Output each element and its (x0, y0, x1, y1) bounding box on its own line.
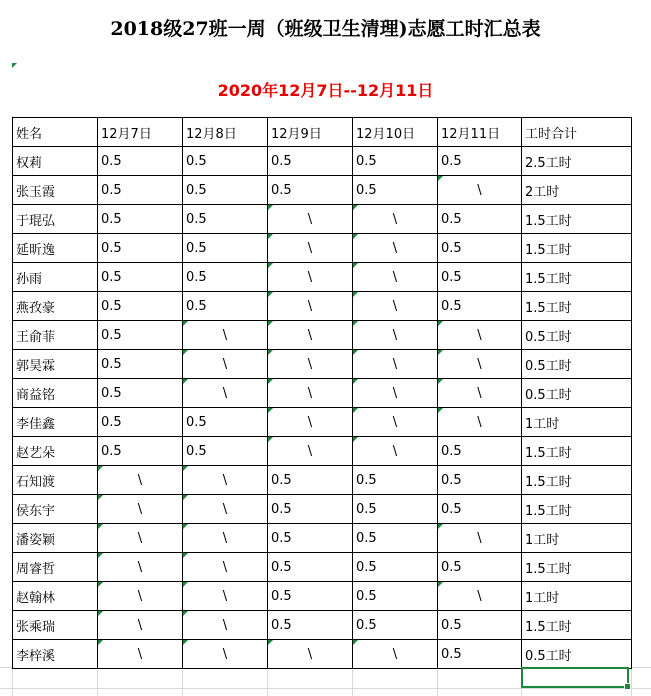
day-hours-cell[interactable]: \ (353, 379, 438, 408)
student-name-cell[interactable]: 郭昊霖 (13, 350, 98, 379)
day-hours-cell[interactable]: 0.5 (438, 263, 522, 292)
day-hours-cell[interactable]: \ (183, 350, 268, 379)
table-row (13, 466, 632, 495)
day-hours-cell[interactable]: \ (98, 466, 183, 495)
day-hours-cell[interactable]: \ (268, 437, 353, 466)
day-hours-cell[interactable]: 0.5 (353, 553, 438, 582)
day-hours-cell[interactable]: 0.5 (353, 466, 438, 495)
day-hours-cell[interactable]: 0.5 (183, 176, 268, 205)
day-hours-cell[interactable]: 0.5 (98, 437, 183, 466)
date-range-title: 2020年12月7日--12月11日 (217, 81, 434, 100)
day-hours-cell[interactable]: \ (98, 640, 183, 669)
student-name-cell[interactable]: 石知渡 (13, 466, 98, 495)
sheet-title: 2018级27班一周（班级卫生清理)志愿工时汇总表 (0, 14, 651, 41)
day-hours-cell[interactable]: 0.5 (268, 495, 353, 524)
table-row (13, 176, 632, 205)
day-hours-cell[interactable]: \ (353, 321, 438, 350)
student-name-cell[interactable]: 孙雨 (13, 263, 98, 292)
day-hours-cell[interactable]: 0.5 (438, 437, 522, 466)
day-hours-cell[interactable]: \ (438, 350, 522, 379)
day-hours-cell[interactable]: \ (98, 524, 183, 553)
student-name-cell[interactable]: 商益铭 (13, 379, 98, 408)
day-hours-cell[interactable]: \ (268, 379, 353, 408)
day-hours-cell[interactable]: 0.5 (268, 524, 353, 553)
total-hours-cell[interactable]: 1.5工时 (522, 495, 632, 524)
day-hours-cell[interactable]: 0.5 (353, 582, 438, 611)
column-header[interactable]: 12月9日 (268, 118, 353, 147)
day-hours-cell[interactable]: \ (438, 408, 522, 437)
day-hours-cell[interactable]: 0.5 (353, 611, 438, 640)
student-name-cell[interactable]: 于琨弘 (13, 205, 98, 234)
student-name-cell[interactable]: 王俞菲 (13, 321, 98, 350)
total-hours-cell[interactable]: 1工时 (522, 524, 632, 553)
day-hours-cell[interactable]: 0.5 (98, 292, 183, 321)
day-hours-cell[interactable]: \ (98, 611, 183, 640)
total-hours-cell[interactable]: 0.5工时 (522, 379, 632, 408)
day-hours-cell[interactable]: \ (353, 292, 438, 321)
student-name-cell[interactable]: 李梓溪 (13, 640, 98, 669)
column-header[interactable]: 12月10日 (353, 118, 438, 147)
day-hours-cell[interactable]: \ (353, 408, 438, 437)
day-hours-cell[interactable]: \ (353, 205, 438, 234)
day-hours-cell[interactable]: 0.5 (438, 640, 522, 669)
table-row (13, 495, 632, 524)
day-hours-cell[interactable]: \ (98, 495, 183, 524)
day-hours-cell[interactable]: 0.5 (98, 147, 183, 176)
day-hours-cell[interactable]: 0.5 (438, 553, 522, 582)
total-hours-cell[interactable]: 1.5工时 (522, 263, 632, 292)
day-hours-cell[interactable]: \ (268, 321, 353, 350)
table-row (13, 611, 632, 640)
total-hours-cell[interactable]: 1工时 (522, 582, 632, 611)
day-hours-cell[interactable]: \ (438, 321, 522, 350)
day-hours-cell[interactable]: \ (353, 263, 438, 292)
table-row (13, 408, 632, 437)
day-hours-cell[interactable]: \ (183, 379, 268, 408)
day-hours-cell[interactable]: \ (268, 205, 353, 234)
total-hours-cell[interactable]: 1工时 (522, 408, 632, 437)
day-hours-cell[interactable]: \ (183, 466, 268, 495)
day-hours-cell[interactable]: 0.5 (183, 205, 268, 234)
day-hours-cell[interactable]: 0.5 (438, 611, 522, 640)
column-header[interactable]: 12月8日 (183, 118, 268, 147)
day-hours-cell[interactable]: \ (438, 379, 522, 408)
column-header[interactable]: 12月11日 (438, 118, 522, 147)
student-name-cell[interactable]: 周睿哲 (13, 553, 98, 582)
day-hours-cell[interactable]: \ (183, 321, 268, 350)
table-row (13, 350, 632, 379)
day-hours-cell[interactable]: \ (183, 640, 268, 669)
student-name-cell[interactable]: 延昕逸 (13, 234, 98, 263)
total-hours-cell[interactable]: 1.5工时 (522, 611, 632, 640)
selected-cell[interactable] (521, 667, 629, 688)
total-hours-cell[interactable]: 0.5工时 (522, 350, 632, 379)
day-hours-cell[interactable]: 0.5 (353, 147, 438, 176)
table-row (13, 582, 632, 611)
day-hours-cell[interactable]: 0.5 (268, 176, 353, 205)
student-name-cell[interactable]: 张乘瑞 (13, 611, 98, 640)
day-hours-cell[interactable]: \ (268, 263, 353, 292)
day-hours-cell[interactable]: \ (438, 582, 522, 611)
day-hours-cell[interactable]: 0.5 (268, 553, 353, 582)
hours-table (12, 117, 632, 669)
day-hours-cell[interactable]: 0.5 (438, 495, 522, 524)
day-hours-cell[interactable]: \ (268, 350, 353, 379)
day-hours-cell[interactable]: \ (98, 582, 183, 611)
total-hours-cell[interactable]: 0.5工时 (522, 640, 632, 669)
table-row (13, 553, 632, 582)
day-hours-cell[interactable]: \ (353, 350, 438, 379)
table-row (13, 292, 632, 321)
day-hours-cell[interactable]: \ (353, 437, 438, 466)
day-hours-cell[interactable]: \ (183, 611, 268, 640)
day-hours-cell[interactable]: 0.5 (183, 408, 268, 437)
day-hours-cell[interactable]: 0.5 (268, 582, 353, 611)
day-hours-cell[interactable]: 0.5 (183, 292, 268, 321)
table-row (13, 147, 632, 176)
day-hours-cell[interactable]: 0.5 (438, 205, 522, 234)
total-hours-cell[interactable]: 1.5工时 (522, 553, 632, 582)
day-hours-cell[interactable]: 0.5 (438, 292, 522, 321)
day-hours-cell[interactable]: \ (438, 176, 522, 205)
day-hours-cell[interactable]: \ (268, 640, 353, 669)
day-hours-cell[interactable]: 0.5 (438, 234, 522, 263)
day-hours-cell[interactable]: 0.5 (353, 176, 438, 205)
total-hours-cell[interactable]: 2.5工时 (522, 147, 632, 176)
day-hours-cell[interactable]: 0.5 (98, 350, 183, 379)
fill-handle[interactable] (624, 683, 631, 690)
day-hours-cell[interactable]: 0.5 (438, 466, 522, 495)
column-header[interactable]: 工时合计 (522, 118, 632, 147)
total-hours-cell[interactable]: 1.5工时 (522, 234, 632, 263)
day-hours-cell[interactable]: 0.5 (98, 379, 183, 408)
student-name-cell[interactable]: 燕孜豪 (13, 292, 98, 321)
total-hours-cell[interactable]: 1.5工时 (522, 437, 632, 466)
day-hours-cell[interactable]: \ (183, 582, 268, 611)
table-row (13, 524, 632, 553)
day-hours-cell[interactable]: \ (183, 524, 268, 553)
day-hours-cell[interactable]: \ (268, 234, 353, 263)
day-hours-cell[interactable]: 0.5 (98, 234, 183, 263)
total-hours-cell[interactable]: 0.5工时 (522, 321, 632, 350)
total-hours-cell[interactable]: 2工时 (522, 176, 632, 205)
day-hours-cell[interactable]: 0.5 (98, 321, 183, 350)
day-hours-cell[interactable]: 0.5 (438, 147, 522, 176)
day-hours-cell[interactable]: \ (353, 234, 438, 263)
student-name-cell[interactable]: 赵艺朵 (13, 437, 98, 466)
day-hours-cell[interactable]: 0.5 (98, 205, 183, 234)
student-name-cell[interactable]: 侯东宇 (13, 495, 98, 524)
table-row (13, 437, 632, 466)
header-row (13, 118, 632, 147)
cell-comment-marker (12, 63, 17, 68)
day-hours-cell[interactable]: \ (98, 553, 183, 582)
student-name-cell[interactable]: 潘姿颖 (13, 524, 98, 553)
day-hours-cell[interactable]: 0.5 (268, 611, 353, 640)
total-hours-cell[interactable]: 1.5工时 (522, 205, 632, 234)
day-hours-cell[interactable]: 0.5 (183, 263, 268, 292)
table-row (13, 263, 632, 292)
day-hours-cell[interactable]: \ (353, 640, 438, 669)
day-hours-cell[interactable]: \ (268, 292, 353, 321)
day-hours-cell[interactable]: 0.5 (98, 176, 183, 205)
table-row (13, 234, 632, 263)
day-hours-cell[interactable]: \ (183, 495, 268, 524)
sheet-gridline (0, 688, 651, 689)
student-name-cell[interactable]: 李佳鑫 (13, 408, 98, 437)
student-name-cell[interactable]: 张玉霞 (13, 176, 98, 205)
table-row (13, 321, 632, 350)
day-hours-cell[interactable]: \ (183, 553, 268, 582)
day-hours-cell[interactable]: 0.5 (353, 495, 438, 524)
column-header[interactable]: 姓名 (13, 118, 98, 147)
table-row (13, 205, 632, 234)
day-hours-cell[interactable]: 0.5 (98, 408, 183, 437)
table-row (13, 640, 632, 669)
student-name-cell[interactable]: 权莉 (13, 147, 98, 176)
day-hours-cell[interactable]: 0.5 (268, 147, 353, 176)
day-hours-cell[interactable]: 0.5 (183, 437, 268, 466)
table-row (13, 379, 632, 408)
day-hours-cell[interactable]: 0.5 (353, 524, 438, 553)
day-hours-cell[interactable]: 0.5 (268, 466, 353, 495)
day-hours-cell[interactable]: \ (438, 524, 522, 553)
column-header[interactable]: 12月7日 (98, 118, 183, 147)
day-hours-cell[interactable]: 0.5 (98, 263, 183, 292)
day-hours-cell[interactable]: 0.5 (183, 147, 268, 176)
day-hours-cell[interactable]: 0.5 (183, 234, 268, 263)
student-name-cell[interactable]: 赵翰林 (13, 582, 98, 611)
total-hours-cell[interactable]: 1.5工时 (522, 292, 632, 321)
day-hours-cell[interactable]: \ (268, 408, 353, 437)
total-hours-cell[interactable]: 1.5工时 (522, 466, 632, 495)
